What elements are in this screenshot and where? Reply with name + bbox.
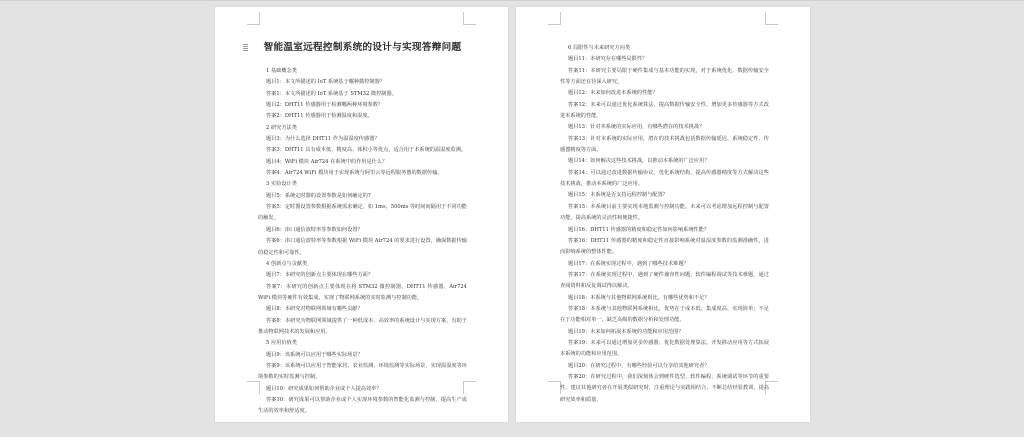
question: 题目15：本系统是否支持远程控制与配置？ — [568, 192, 668, 199]
page-content — [258, 41, 467, 418]
document-title: 智能温室远程控制系统的设计与实现答辩问题 — [263, 42, 462, 53]
answer: 答案19：未来可以通过增加更多传感器、优化数据处理算法、开发移动应用等方式拓展本系统的功能和应用范围。 — [560, 339, 769, 358]
document-page-1 — [215, 7, 508, 422]
margin-corner-mark — [765, 12, 778, 25]
answer: 答案17：在系统实现过程中，遇到了硬件兼容性问题、软件编程调试等技术难题，通过查阅资料和反复调试得以解决。 — [560, 271, 769, 290]
question: 题目12：未来如何改进本系统的性能？ — [568, 90, 658, 97]
section-heading: 4 创新点与贡献类 — [266, 260, 308, 267]
viewer-top-border — [0, 0, 1024, 1]
answer: 答案16：DHT11 传感器的精度和稳定性直接影响系统对温湿度参数的监测准确性，进而影响系统的整体性能。 — [560, 237, 769, 256]
answer: 答案8：本研究为物联网领域提供了一种低成本、高效率的系统设计与实现方案，有助于推动物联网技术的发展和应用。 — [258, 317, 467, 335]
question: 题目11：本研究存在哪些局限性？ — [568, 56, 648, 63]
question: 题目1：本文所描述的 IoT 系统基于哪种微控制器？ — [266, 79, 385, 86]
question: 题目8：本研究对物联网领域有哪些贡献？ — [266, 306, 363, 313]
question: 题目5：系统定时器的设置参数是如何确定的? — [266, 192, 371, 199]
paragraph-handle-icon[interactable] — [243, 44, 248, 51]
answer: 答案10：研究成果可以帮助企业或个人实现环境参数的智能化监测与控制，提高生产或生活的效率和舒适度。 — [258, 396, 467, 415]
question: 题目20：在研究过程中，有哪些经验可以分享给其他研究者？ — [568, 362, 710, 369]
answer: 答案4：Air724 WiFi 模块用于实现系统与阿里云等远程服务器的数据传输。 — [266, 170, 443, 177]
document-page-2 — [516, 7, 810, 422]
answer: 答案5：定时器设置参数根据系统需求确定，如 1ms、500ms 等时间间隔用于不同功能的触发。 — [258, 204, 467, 222]
answer: 答案13：针对本系统的实际应用，潜在的技术挑战包括数据传输延迟、系统稳定性、传感器精度等方面。 — [560, 135, 769, 154]
answer: 答案20：在研究过程中，我们深刻体会到硬件选型、软件编程、系统调试等环节的重要性，建议其他研究者在开展类似研究时，注重理论与实践相结合，不断总结经验教训，提高研究效率和质量。 — [560, 373, 769, 403]
question: 题目14：如何解决这些技术挑战，以推动本系统的广泛应用？ — [568, 158, 710, 165]
section-heading: 3 实验设计类 — [266, 181, 297, 188]
section-heading: 2 研究方法类 — [266, 124, 297, 131]
answer: 答案11：本研究主要局限于硬件集成与基本功能的实现，对于系统优化、数据传输安全性等方面还有待深入研究。 — [560, 67, 769, 86]
question: 题目2：DHT11 传感器用于检测哪两种环境参数？ — [266, 102, 384, 109]
answer: 答案18：本系统与其他物联网系统相比，优势在于成本低、集成度高、实现简单；不足在于功能相对单一，缺乏高级的数据分析和处理功能。 — [560, 305, 769, 324]
answer: 答案14：可以通过改进数据传输协议、优化系统结构、提高传感器精度等方式解决这些技术挑战，推动本系统的广泛应用。 — [560, 169, 769, 188]
question: 题目6：串口通信波特率等参数如何设置？ — [266, 226, 363, 233]
answer: 答案9：该系统可以应用于智能家居、农业监测、环境监测等实际场景，实现温湿度等环境参数的实时监测与控制。 — [258, 362, 467, 381]
section-heading: 6 局限性与未来研究方向类 — [568, 45, 631, 51]
answer: 答案3：DHT11 具有成本低、精度高、体积小等优点，适合用于本系统的温湿度监测。 — [266, 147, 467, 154]
answer: 答案1：本文所描述的 IoT 系统基于 STM32 微控制器。 — [266, 90, 397, 97]
answer: 答案15：本系统目前主要实现本地监测与控制功能，未来可以考虑增加远程控制与配置功能，提高系统的灵活性和便捷性。 — [560, 203, 769, 222]
question: 题目17：在系统实现过程中，遇到了哪些技术难题？ — [568, 260, 689, 267]
margin-corner-mark — [548, 12, 561, 25]
answer: 答案7：本研究的创新点主要体现在将 STM32 微控制器、DHT11 传感器、Air724 WiFi 模块等硬件有效集成，实现了物联网系统的实时监测与控制功能。 — [258, 283, 467, 301]
page-content — [560, 43, 769, 406]
question: 题目18：本系统与其他物联网系统相比，有哪些优势和不足？ — [568, 294, 710, 301]
question: 题目9：该系统可以应用于哪些实际场景？ — [266, 351, 363, 358]
question: 题目7：本研究的创新点主要体现在哪些方面？ — [266, 272, 374, 279]
question: 题目4：WiFi 模块 Air724 在系统中的作用是什么？ — [266, 158, 388, 165]
question: 题目19：未来如何拓展本系统的功能和应用范围？ — [568, 328, 684, 335]
answer: 答案6：串口通信波特率等参数根据 WiFi 模块 Air724 的要求进行设置，确保数据传输的稳定性和可靠性。 — [258, 238, 467, 256]
section-heading: 5 应用价值类 — [266, 340, 297, 347]
margin-corner-mark — [247, 12, 260, 25]
question: 题目16：DHT11 传感器的精度和稳定性如何影响系统性能？ — [568, 226, 710, 233]
answer: 答案12：未来可以通过优化系统算法、提高数据传输安全性、增加更多传感器等方式改进本系统的性能。 — [560, 101, 769, 120]
answer: 答案2：DHT11 传感器用于检测温度和湿度。 — [266, 113, 373, 120]
question: 题目3：为什么选择 DHT11 作为温湿度传感器？ — [266, 136, 380, 143]
question: 题目13：针对本系统的实际应用，有哪些潜在的技术挑战？ — [568, 124, 705, 131]
margin-corner-mark — [463, 12, 476, 25]
section-heading: 1 基础概念类 — [266, 68, 297, 74]
question: 题目10：研究成果如何帮助企业或个人提高效率？ — [266, 385, 382, 392]
